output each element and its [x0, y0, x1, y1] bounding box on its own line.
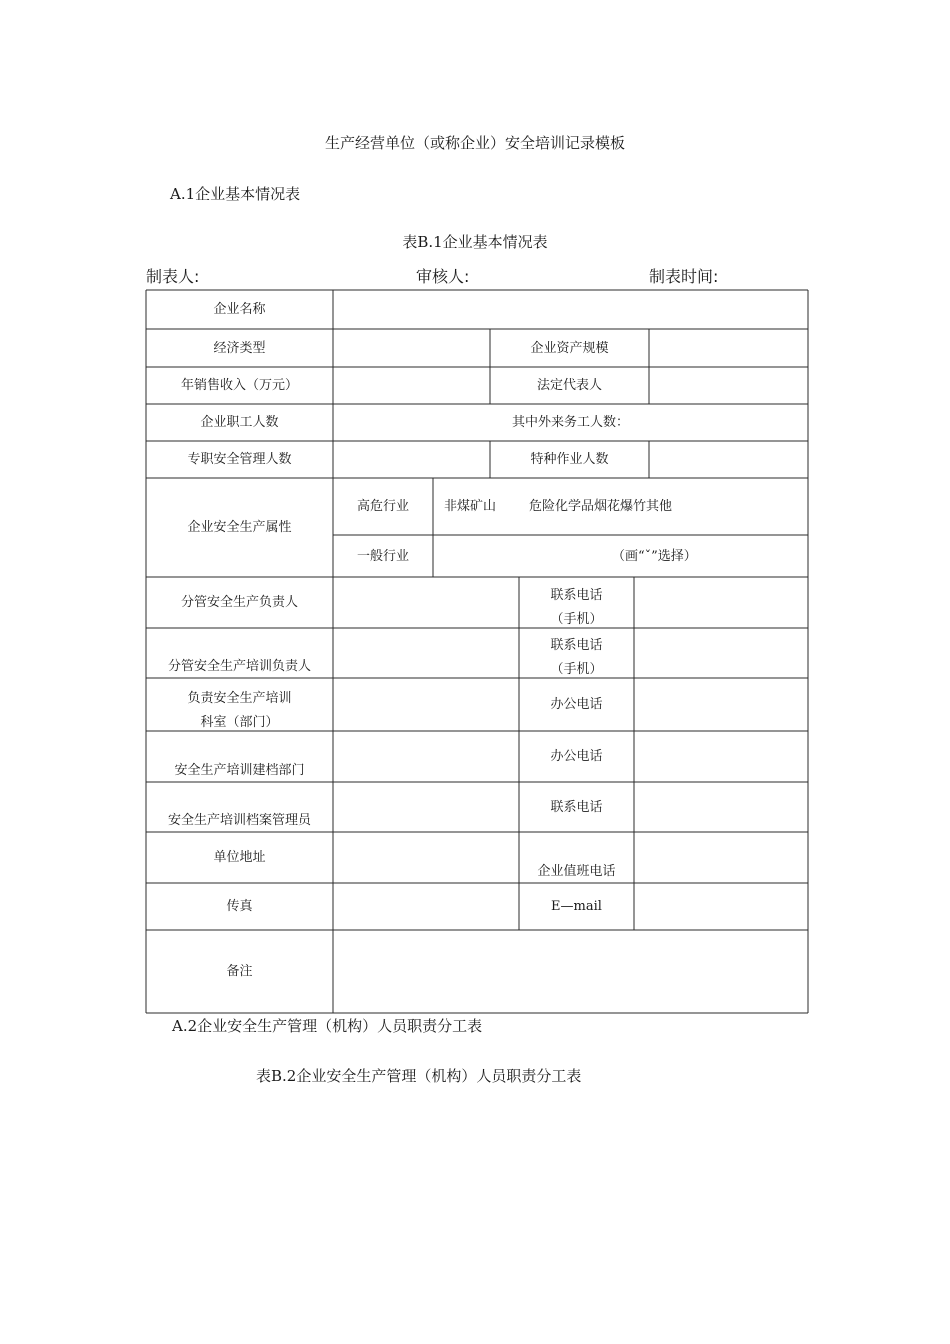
label-contact-phone: 联系电话	[550, 800, 603, 815]
archive-dept-field[interactable]	[334, 732, 518, 781]
label-mobile-phone-line1: 联系电话	[550, 588, 603, 603]
training-dept-field[interactable]	[334, 679, 518, 730]
label-company-name: 企业名称	[213, 302, 266, 317]
label-employee-count: 企业职工人数	[200, 415, 279, 430]
asset-scale-field[interactable]	[650, 330, 807, 366]
email-field[interactable]	[635, 884, 807, 929]
remarks-field[interactable]	[334, 931, 807, 1012]
mobile-phone-field[interactable]	[635, 578, 807, 627]
special-workers-field[interactable]	[650, 442, 807, 477]
table-caption-b2: 表B.2企业安全生产管理（机构）人员职责分工表	[256, 1067, 582, 1085]
economic-type-field[interactable]	[334, 330, 489, 366]
training-leader-field[interactable]	[334, 629, 518, 677]
archive-manager-field[interactable]	[334, 783, 518, 831]
section-heading-a2: A.2企业安全生产管理（机构）人员职责分工表	[172, 1017, 483, 1035]
label-annual-sales: 年销售收入（万元）	[180, 378, 298, 393]
label-safety-leader: 分管安全生产负责人	[180, 595, 298, 610]
annual-sales-field[interactable]	[334, 368, 489, 403]
label-duty-phone: 企业值班电话	[537, 864, 616, 879]
mark-hint: （画“ˇ”选择）	[612, 549, 697, 564]
label-general-industry: 一般行业	[356, 549, 409, 564]
label-migrant-workers: 其中外来务工人数：	[511, 415, 629, 430]
company-name-field[interactable]	[334, 291, 807, 328]
label-office-phone: 办公电话	[550, 697, 603, 712]
label-asset-scale: 企业资产规模	[530, 341, 609, 356]
label-archive-manager: 安全生产培训档案管理员	[167, 813, 311, 828]
label-training-dept-line2: 科室（部门）	[200, 715, 279, 730]
safety-leader-field[interactable]	[334, 578, 518, 627]
label-mobile-phone-line2: （手机）	[550, 612, 603, 627]
safety-managers-field[interactable]	[334, 442, 489, 477]
label-mobile-phone	[519, 584, 634, 632]
label-training-mobile-line2: （手机）	[550, 662, 603, 677]
duty-phone-field[interactable]	[635, 833, 807, 882]
label-high-risk: 高危行业	[356, 499, 409, 514]
label-training-mobile-phone	[519, 634, 634, 682]
label-training-leader: 分管安全生产培训负责人	[167, 659, 311, 674]
table-caption-b1: 表B.1企业基本情况表	[402, 233, 548, 251]
label-remarks: 备注	[226, 964, 253, 979]
archive-office-phone-field[interactable]	[635, 732, 807, 781]
section-heading-a1: A.1企业基本情况表	[170, 185, 301, 203]
label-training-dept-line1: 负责安全生产培训	[187, 691, 292, 706]
option-non-coal-mine[interactable]: 非煤矿山	[444, 499, 497, 514]
label-address: 单位地址	[213, 850, 266, 865]
label-special-workers: 特种作业人数	[530, 452, 609, 467]
document-title: 生产经营单位（或称企业）安全培训记录模板	[324, 134, 625, 152]
training-mobile-field[interactable]	[635, 629, 807, 677]
legal-rep-field[interactable]	[650, 368, 807, 403]
contact-phone-field[interactable]	[635, 783, 807, 831]
meta-reviewer-label: 审核人:	[416, 267, 470, 286]
office-phone-field[interactable]	[635, 679, 807, 730]
label-legal-rep: 法定代表人	[536, 378, 602, 393]
label-archive-dept: 安全生产培训建档部门	[174, 763, 305, 778]
meta-time-label: 制表时间:	[649, 267, 719, 286]
address-field[interactable]	[334, 833, 518, 882]
label-training-dept	[146, 687, 333, 735]
fax-field[interactable]	[334, 884, 518, 929]
option-high-risk-types[interactable]: 危险化学品烟花爆竹其他	[529, 499, 673, 514]
label-email: E—mail	[551, 899, 602, 914]
meta-maker-label: 制表人:	[146, 267, 200, 286]
label-safety-attribute: 企业安全生产属性	[187, 520, 292, 535]
label-economic-type: 经济类型	[213, 341, 266, 356]
label-training-mobile-line1: 联系电话	[550, 638, 603, 653]
label-safety-managers: 专职安全管理人数	[187, 452, 292, 467]
label-archive-office-phone: 办公电话	[550, 749, 603, 764]
label-fax: 传真	[226, 899, 253, 914]
